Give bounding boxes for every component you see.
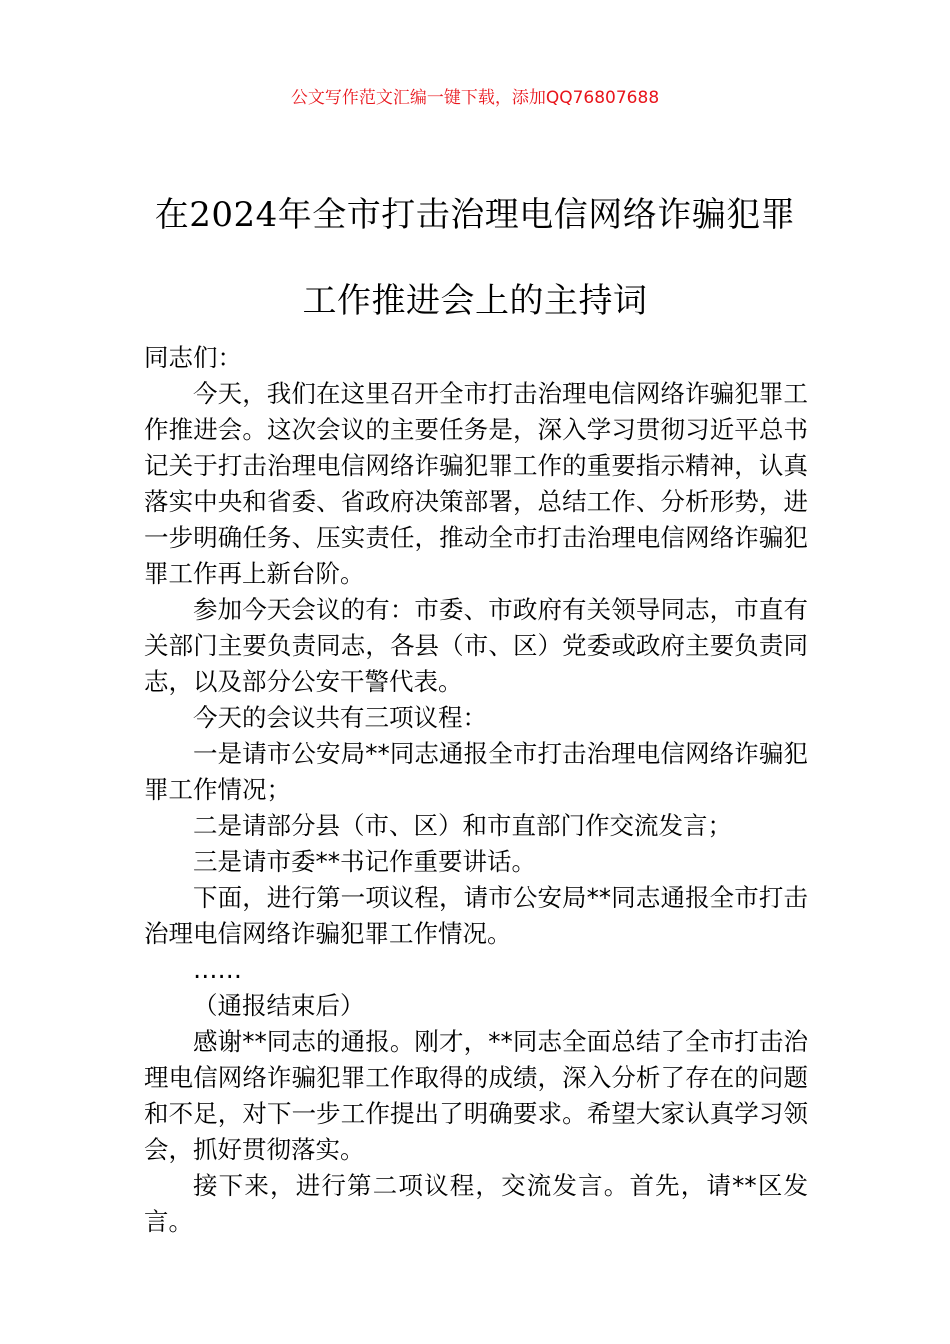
paragraph-report-ended: （通报结束后）	[193, 991, 365, 1020]
header-note: 公文写作范文汇编一键下载，添加QQ76807688	[290, 88, 660, 108]
paragraph-agenda-item-2: 二是请部分县（市、区）和市直部门作交流发言；	[193, 811, 732, 840]
title-line-1: 在2024年全市打击治理电信网络诈骗犯罪	[154, 195, 796, 235]
document-body	[144, 340, 808, 1240]
paragraph-thanks: 感谢**同志的通报。刚才，**同志全面总结了全市打击治理电信网络诈骗犯罪工作取得的成绩，深入分析了存在的问题和不足，对下一步工作提出了明确要求。希望大家认真学习领会，抓好贯彻落实。	[144, 1027, 808, 1164]
title-line-2: 工作推进会上的主持词	[302, 281, 648, 321]
document-title	[100, 172, 850, 344]
paragraph-agenda-item-3: 三是请市委**书记作重要讲话。	[193, 847, 536, 876]
salutation: 同志们：	[144, 343, 242, 372]
paragraph-attendees: 参加今天会议的有：市委、市政府有关领导同志，市直有关部门主要负责同志，各县（市、区）党委或政府主要负责同志，以及部分公安干警代表。	[144, 595, 808, 696]
paragraph-first-item: 下面，进行第一项议程，请市公安局**同志通报全市打击治理电信网络诈骗犯罪工作情况。	[144, 883, 808, 948]
paragraph-second-item: 接下来，进行第二项议程，交流发言。首先，请**区发言。	[144, 1171, 808, 1236]
paragraph-ellipsis: ……	[193, 955, 242, 984]
paragraph-agenda-item-1: 一是请市公安局**同志通报全市打击治理电信网络诈骗犯罪工作情况；	[144, 739, 808, 804]
paragraph-agenda-intro: 今天的会议共有三项议程：	[193, 703, 487, 732]
paragraph-opening: 今天，我们在这里召开全市打击治理电信网络诈骗犯罪工作推进会。这次会议的主要任务是，深入学习贯彻习近平总书记关于打击治理电信网络诈骗犯罪工作的重要指示精神，认真落实中央和省委、省政府决策部署，总结工作、分析形势，进一步明确任务、压实责任，推动全市打击治理电信网络诈骗犯罪工作再上新台阶。	[144, 379, 808, 588]
